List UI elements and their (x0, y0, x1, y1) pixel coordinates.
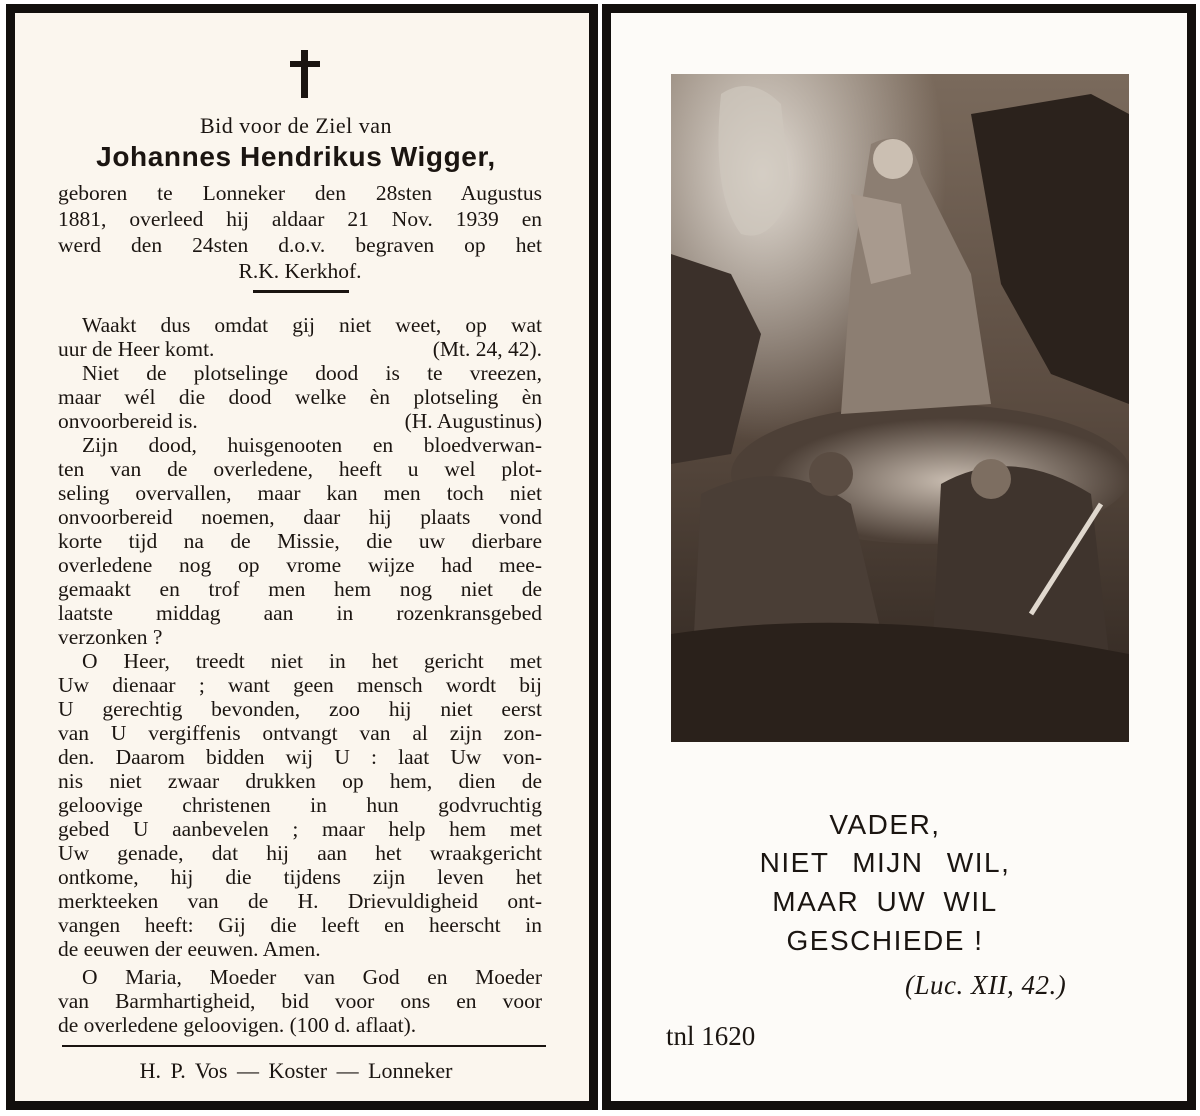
quote-attribution: (H. Augustinus) (404, 409, 542, 433)
body-line: Uw dienaar ; want geen mensch wordt bij (58, 673, 542, 697)
body-line: Niet de plotselinge dood is te vreezen, (82, 361, 542, 385)
body-line: van U vergiffenis ontvangt van al zijn zon- (58, 721, 542, 745)
body-line: overledene nog op vrome wijze had mee- (58, 553, 542, 577)
body-line: verzonken ? (58, 625, 163, 649)
body-line: ontkome, hij die tijdens zijn leven het (58, 865, 542, 889)
body-line: laatste middag aan in rozenkransgebed (58, 601, 542, 625)
body-line: gebed U aanbevelen ; maar help hem met (58, 817, 542, 841)
motto-line: VADER, (829, 809, 941, 840)
body-line: gemaakt en trof men hem nog niet de (58, 577, 542, 601)
body-line: nis niet zwaar drukken op hem, dien de (58, 769, 542, 793)
body-line-text: uur de Heer komt. (58, 337, 215, 361)
bio-line: 1881, overleed hij aldaar 21 Nov. 1939 en (58, 207, 542, 231)
bio-line: geboren te Lonneker den 28sten Augustus (58, 181, 542, 205)
body-line: O Heer, treedt niet in het gericht met (82, 649, 542, 673)
agony-in-the-garden-icon (671, 74, 1129, 742)
body-line: merkteeken van de H. Drievuldigheid ont- (58, 889, 542, 913)
catalog-number: tnl 1620 (666, 1021, 756, 1051)
body-line: onvoorbereid noemen, daar hij plaats vond (58, 505, 542, 529)
cross-icon (288, 50, 322, 100)
body-line: O Maria, Moeder van God en Moeder (82, 965, 542, 989)
scripture-reference: (Luc. XII, 42.) (905, 970, 1067, 1000)
body-line: Waakt dus omdat gij niet weet, op wat (82, 313, 542, 337)
body-line: vangen heeft: Gij die leeft en heerscht in (58, 913, 542, 937)
body-line: geloovige christenen in hun godvruchtig (58, 793, 542, 817)
body-line: de overledene geloovigen. (100 d. aflaat). (58, 1013, 417, 1037)
motto-line: NIET MIJN WIL, (759, 847, 1011, 878)
footer-divider (62, 1045, 546, 1047)
body-line: seling overvallen, maar kan men toch niet (58, 481, 542, 505)
body-line: de eeuwen der eeuwen. Amen. (58, 937, 321, 961)
body-line: Uw genade, dat hij aan het wraakgericht (58, 841, 542, 865)
deceased-name: Johannes Hendrikus Wigger, (96, 141, 496, 172)
bio-line: werd den 24sten d.o.v. begraven op het (58, 233, 542, 257)
body-line-text: onvoorbereid is. (58, 409, 198, 433)
body-line: den. Daarom bidden wij U : laat Uw von- (58, 745, 542, 769)
divider (253, 290, 349, 293)
printer-credit: H. P. Vos — Koster — Lonneker (139, 1058, 453, 1083)
body-line: U gerechtig bevonden, zoo hij niet eerst (58, 697, 542, 721)
motto-line: GESCHIEDE ! (786, 925, 984, 956)
body-line: van Barmhartigheid, bid voor ons en voor (58, 989, 542, 1013)
body-line: korte tijd na de Missie, die uw dierbare (58, 529, 542, 553)
body-line: ten van de overledene, heeft u wel plot- (58, 457, 542, 481)
body-line: maar wél die dood welke èn plotseling èn (58, 385, 542, 409)
scripture-reference: (Mt. 24, 42). (432, 337, 542, 361)
bio-line: R.K. Kerkhof. (238, 259, 362, 283)
body-line (58, 337, 542, 361)
prayer-intro: Bid voor de Ziel van (199, 113, 393, 138)
body-line (58, 409, 542, 433)
body-line: Zijn dood, huisgenooten en bloedverwan- (82, 433, 542, 457)
motto-line: MAAR UW WIL (772, 886, 998, 917)
